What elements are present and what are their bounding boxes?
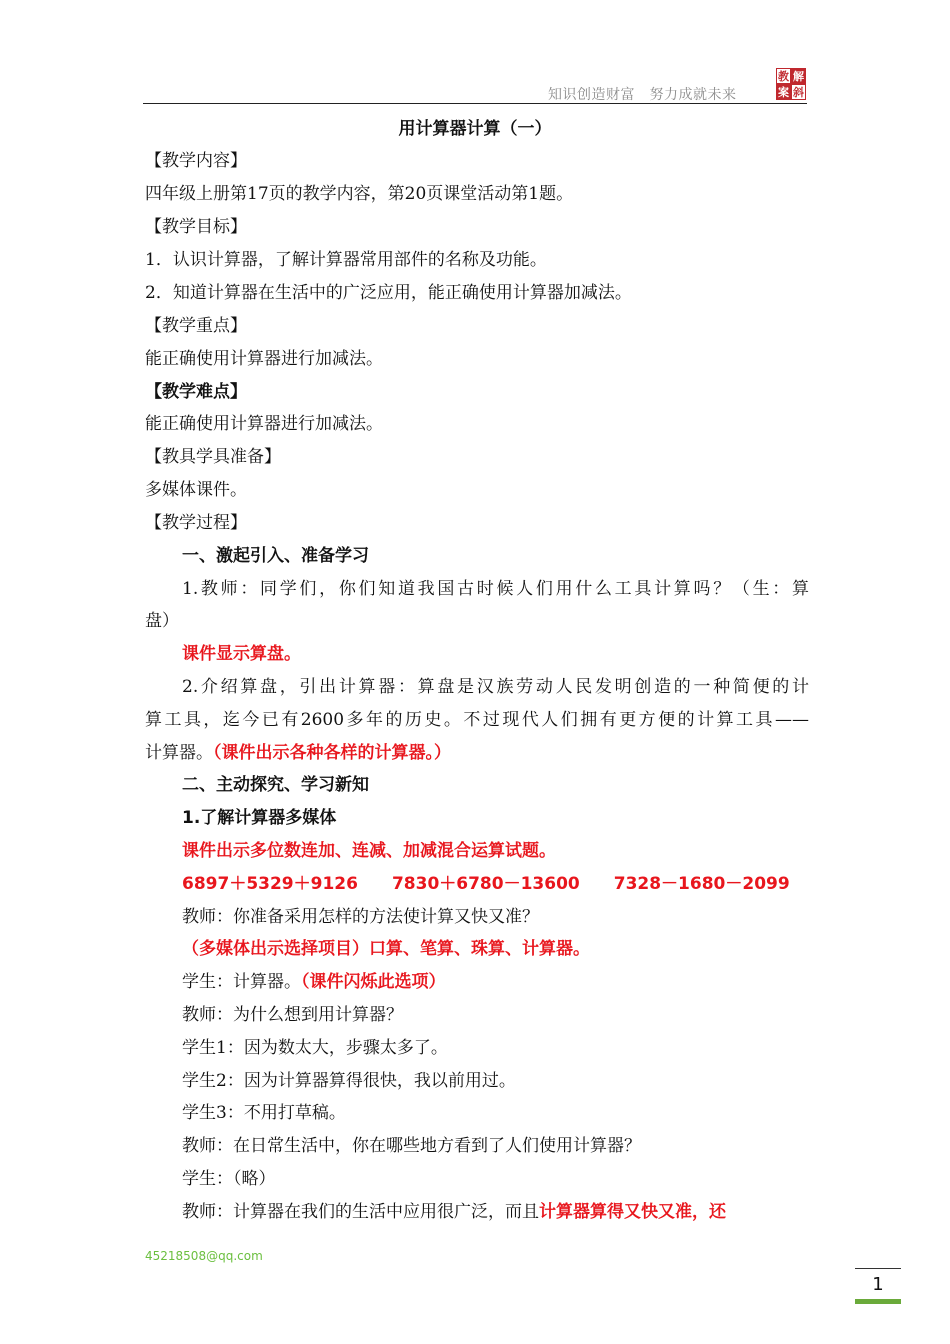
paragraph: 1．认识计算器，了解计算器常用部件的名称及功能。 [145, 250, 547, 270]
subsection-heading: 二、主动探究、学习新知 [182, 775, 369, 795]
paragraph: 多媒体课件。 [145, 480, 247, 500]
page-number-box [855, 1268, 901, 1304]
paragraph: 教师：你准备采用怎样的方法使计算又快又准？ [182, 907, 539, 927]
paragraph: 教师：为什么想到用计算器？ [182, 1005, 403, 1025]
emphasis-note: 课件出示多位数连加、连减、加减混合运算试题。 [182, 841, 556, 861]
math-expression: 6897＋5329＋9126 [182, 874, 358, 894]
paragraph: 学生2：因为计算器算得很快，我以前用过。 [182, 1071, 516, 1091]
section-heading: 【教具学具准备】 [145, 447, 281, 467]
section-heading: 【教学过程】 [145, 513, 247, 533]
paragraph: 教师：在日常生活中，你在哪些地方看到了人们使用计算器？ [182, 1136, 641, 1156]
paragraph: 1.教师：同学们，你们知道我国古时候人们用什么工具计算吗？（生：算 [182, 579, 809, 599]
logo-icon [776, 68, 806, 100]
document-title: 用计算器计算（一） [398, 119, 552, 139]
emphasis-note: （多媒体出示选择项目）口算、笔算、珠算、计算器。 [182, 939, 590, 959]
paragraph: 算工具，迄今已有2600多年的历史。不过现代人们拥有更方便的计算工具—— [145, 710, 809, 730]
paragraph: 学生3：不用打草稿。 [182, 1103, 346, 1123]
logo-char: 解 [793, 69, 804, 83]
subsection-heading: 1.了解计算器多媒体 [182, 808, 337, 828]
emphasis-note: （课件出示各种各样的计算器。） [213, 743, 451, 763]
section-heading: 【教学目标】 [145, 217, 247, 237]
header-divider [143, 103, 807, 104]
paragraph: 能正确使用计算器进行加减法。 [145, 349, 383, 369]
emphasis-note: （课件闪烁此选项） [301, 972, 446, 992]
math-expression: 7830＋6780－13600 [391, 874, 580, 894]
page-number-rule [855, 1268, 901, 1269]
paragraph: 2．知道计算器在生活中的广泛应用，能正确使用计算器加减法。 [145, 283, 632, 303]
emphasis-note: 计算器算得又快又准，还 [539, 1202, 726, 1222]
paragraph: 四年级上册第17页的教学内容，第20页课堂活动第1题。 [145, 184, 574, 204]
paragraph [145, 742, 809, 764]
subsection-heading: 一、激起引入、准备学习 [182, 546, 369, 566]
text-run: 教师：计算器在我们的生活中应用很广泛，而且 [182, 1202, 539, 1222]
section-heading: 【教学内容】 [145, 151, 247, 171]
page-number: 1 [872, 1274, 884, 1295]
logo-char: 教 [778, 69, 789, 83]
text-run: 学生：计算器。 [182, 972, 301, 992]
paragraph [182, 1201, 809, 1223]
paragraph [182, 971, 809, 993]
page-number-bar [855, 1299, 901, 1304]
section-heading: 【教学难点】 [145, 382, 247, 402]
footer-email: 45218508@qq.com [145, 1249, 263, 1263]
paragraph: 能正确使用计算器进行加减法。 [145, 414, 383, 434]
paragraph: 2.介绍算盘，引出计算器：算盘是汉族劳动人民发明创造的一种简便的计 [182, 677, 809, 697]
math-expressions [182, 873, 809, 895]
logo-char: 案 [778, 85, 789, 99]
logo-char: 斜 [793, 85, 804, 99]
emphasis-note: 课件显示算盘。 [182, 644, 301, 664]
section-heading: 【教学重点】 [145, 316, 247, 336]
text-run: 计算器。 [145, 743, 213, 763]
header-slogan: 知识创造财富 努力成就未来 [548, 87, 737, 103]
paragraph: 学生1：因为数太大，步骤太多了。 [182, 1038, 448, 1058]
paragraph: 盘） [145, 611, 179, 631]
math-expression: 7328－1680－2099 [613, 874, 790, 894]
paragraph: 学生：（略） [182, 1169, 276, 1189]
